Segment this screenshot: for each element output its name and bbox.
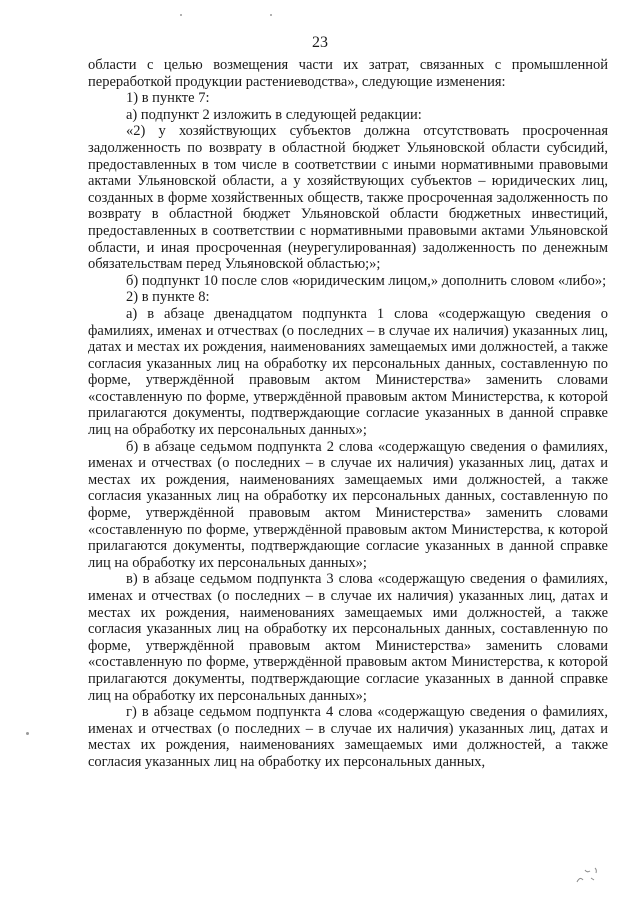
- scan-dot: [270, 14, 272, 16]
- paragraph: а) подпункт 2 изложить в следующей редакции:: [126, 106, 422, 123]
- scan-mark: [573, 862, 603, 888]
- paragraph: б) в абзаце седьмом подпункта 2 слова «содержащую сведения о фамилиях, именах и отчествах (о последних – в случае их наличия) указанных лиц, датах и местах их рождения, наименованиях замещаемых ими должностей, а также согласия указанных лиц на обработку их персональных данных, составленную по форме, утверждённой правовым актом Министерства» заменить словами «составленную по форме, утверждённой правовым актом Министерства, к которой прилагаются документы, подтверждающие согласие указанных в данной справке лиц на обработку их персональных данных»;: [88, 438, 608, 571]
- page-number: 23: [312, 34, 328, 51]
- paragraph: 1) в пункте 7:: [126, 90, 210, 107]
- paragraph: в) в абзаце седьмом подпункта 3 слова «содержащую сведения о фамилиях, именах и отчествах (о последних – в случае их наличия) указанных лиц, датах и местах их рождения, наименованиях замещаемых ими должностей, а также согласия указанных лиц на обработку их персональных данных, составленную по форме, утверждённой правовым актом Министерства» заменить словами «составленную по форме, утверждённой правовым актом Министерства, к которой прилагаются документы, подтверждающие согласие указанных в данной справке лиц на обработку их персональных данных»;: [88, 571, 608, 704]
- paragraph: «2) у хозяйствующих субъектов должна отсутствовать просроченная задолженность по возврату в областной бюджет Ульяновской области субсидий, предоставленных в том числе в соответствии с иными нормативными правовыми актами Ульяновской области, а у хозяйствующих субъектов – юридических лиц, созданных в форме хозяйственных обществ, также просроченная задолженность по возврату в областной бюджет Ульяновской области бюджетных инвестиций, предоставленных в соответствии с нормативными правовыми актами Ульяновской области, и иная просроченная (неурегулированная) задолженность по денежным обязательствам перед Ульяновской областью;»;: [88, 123, 608, 273]
- scan-dot: [180, 14, 182, 16]
- paragraph: г) в абзаце седьмом подпункта 4 слова «содержащую сведения о фамилиях, именах и отчествах (о последних – в случае их наличия) указанных лиц, датах и местах их рождения, наименованиях замещаемых ими должностей, а также согласия указанных лиц на обработку их персональных данных,: [88, 704, 608, 770]
- paragraph: 2) в пункте 8:: [126, 289, 210, 306]
- paragraph: а) в абзаце двенадцатом подпункта 1 слова «содержащую сведения о фамилиях, именах и отчествах (о последних – в случае их наличия) указанных лиц, датах и местах их рождения, наименованиях замещаемых ими должностей, а также согласия указанных лиц на обработку их персональных данных, составленную по форме, утверждённой правовым актом Министерства» заменить словами «составленную по форме, утверждённой правовым актом Министерства, к которой прилагаются документы, подтверждающие согласие указанных в данной справке лиц на обработку их персональных данных»;: [88, 305, 608, 439]
- document-body: [88, 57, 608, 771]
- paragraph: б) подпункт 10 после слов «юридическим лицом,» дополнить словом «либо»;: [126, 272, 607, 289]
- scan-dot: [26, 732, 29, 735]
- paragraph: области с целью возмещения части их затрат, связанных с промышленной переработкой продукции растениеводства», следующие изменения:: [88, 57, 608, 90]
